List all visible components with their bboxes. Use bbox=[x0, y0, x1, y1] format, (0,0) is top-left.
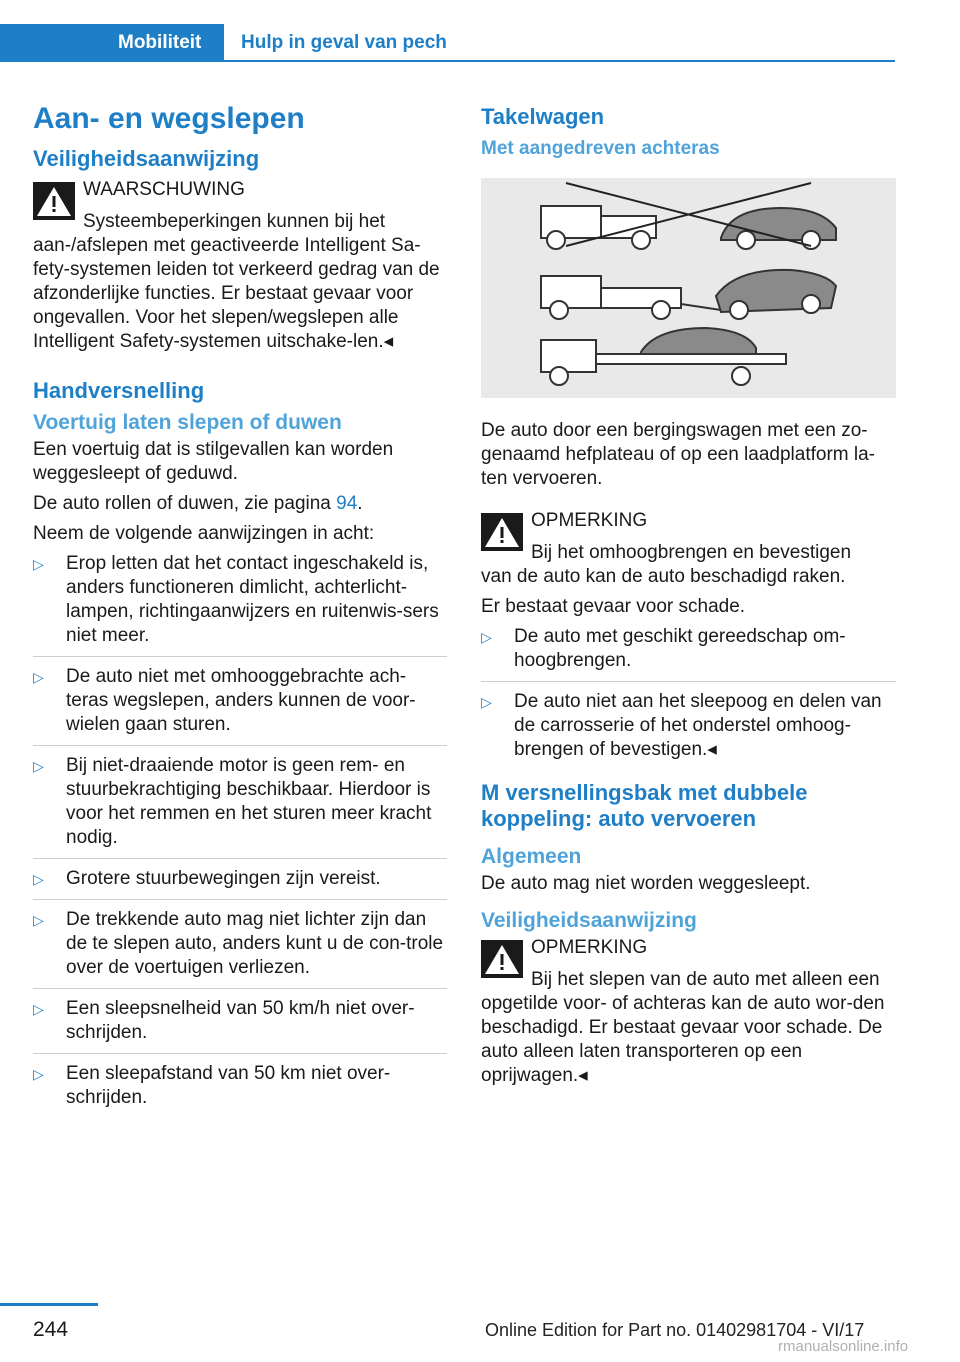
watermark: rmanualsonline.info bbox=[778, 1338, 909, 1355]
note-text-first: Bij het omhoogbrengen en bevestigen bbox=[531, 542, 852, 563]
paragraph: Neem de volgende aanwijzingen in acht: bbox=[33, 523, 375, 544]
list-item-text: De trekkende auto mag niet lichter zijn dan de te slepen auto, anders kunt u de con-trole over de voertuigen verliezen. bbox=[66, 909, 444, 978]
warning-label: WAARSCHUWING bbox=[83, 179, 245, 200]
paragraph-end: . bbox=[357, 493, 363, 514]
note-block bbox=[481, 509, 896, 589]
triangle-bullet-icon: ▷ bbox=[33, 1066, 44, 1082]
list-item bbox=[481, 690, 896, 770]
list-item bbox=[33, 665, 447, 746]
left-column bbox=[33, 96, 447, 1126]
tow-push-heading: Voertuig laten slepen of duwen bbox=[33, 411, 342, 434]
warning-block bbox=[33, 178, 447, 354]
tab-mobiliteit[interactable]: Mobiliteit bbox=[0, 24, 224, 62]
list-item bbox=[33, 997, 447, 1054]
towing-illustration bbox=[481, 178, 896, 398]
triangle-bullet-icon: ▷ bbox=[481, 629, 492, 645]
warning-triangle-icon bbox=[33, 182, 75, 220]
manual-gearbox-heading: Handversnelling bbox=[33, 378, 205, 403]
triangle-bullet-icon: ▷ bbox=[33, 871, 44, 887]
tab-hulp-in-geval-van-pech[interactable]: Hulp in geval van pech bbox=[241, 32, 447, 53]
m-gearbox-heading: M versnellingsbak met dubbele koppeling: auto vervoeren bbox=[481, 780, 808, 831]
list-item bbox=[33, 908, 447, 989]
page-link[interactable]: 94 bbox=[336, 493, 358, 514]
list-item-text: Grotere stuurbewegingen zijn vereist. bbox=[66, 868, 381, 889]
paragraph-page-ref bbox=[33, 492, 447, 516]
edition-text: Online Edition for Part no. 01402981704 - VI/17 bbox=[485, 1320, 865, 1340]
paragraph: De auto mag niet worden weggesleept. bbox=[481, 873, 811, 894]
paragraph: De auto door een bergingswagen met een zo-genaamd hefplateau of op een laadplatform la-ten vervoeren. bbox=[481, 420, 875, 489]
paragraph-text: De auto rollen of duwen, zie pagina bbox=[33, 493, 337, 514]
list-item-text: Erop letten dat het contact ingeschakeld is, anders functioneren dimlicht, achterlicht-lampen, richtingaanwijzers en ruitenwis-sers niet meer. bbox=[66, 553, 439, 646]
list-item bbox=[481, 625, 896, 682]
safety-heading: Veiligheidsaanwijzing bbox=[33, 146, 260, 171]
right-column bbox=[481, 96, 896, 1112]
paragraph: Een voertuig dat is stilgevallen kan worden weggesleept of geduwd. bbox=[33, 439, 394, 484]
header-rule bbox=[224, 60, 895, 62]
driven-rear-axle-subheading: Met aangedreven achteras bbox=[481, 138, 720, 159]
footer-rule bbox=[0, 1303, 98, 1306]
triangle-bullet-icon: ▷ bbox=[33, 556, 44, 572]
list-item bbox=[33, 552, 447, 657]
paragraph: Er bestaat gevaar voor schade. bbox=[481, 596, 746, 617]
list-item-text: Bij niet-draaiende motor is geen rem- en stuurbekrachtiging beschikbaar. Hierdoor is voor het remmen en het sturen meer kracht nodig. bbox=[66, 755, 432, 848]
triangle-bullet-icon: ▷ bbox=[33, 1001, 44, 1017]
triangle-bullet-icon: ▷ bbox=[481, 694, 492, 710]
triangle-bullet-icon: ▷ bbox=[33, 758, 44, 774]
list-item-text: De auto niet met omhooggebrachte ach-teras wegslepen, anders kunnen de voor-wielen gaan sturen. bbox=[66, 666, 416, 735]
note2-text: opgetilde voor- of achteras kan de auto wor-den beschadigd. Er bestaat gevaar voor schade. De auto alleen laten transporteren op een oprijwagen.◂ bbox=[481, 993, 885, 1086]
list-item bbox=[33, 867, 447, 900]
triangle-bullet-icon: ▷ bbox=[33, 912, 44, 928]
note2-label: OPMERKING bbox=[531, 937, 648, 958]
list-item bbox=[33, 1062, 447, 1118]
note-list bbox=[481, 625, 896, 770]
safety-heading-right: Veiligheidsaanwijzing bbox=[481, 909, 697, 932]
page-title: Aan- en wegslepen bbox=[33, 102, 305, 135]
note-block-2 bbox=[481, 936, 896, 1088]
list-item-text: Een sleepsnelheid van 50 km/h niet over-schrijden. bbox=[66, 998, 415, 1043]
warning-triangle-icon bbox=[481, 940, 523, 978]
header-tabs bbox=[0, 24, 895, 62]
list-item-text: De auto niet aan het sleepoog en delen van de carrosserie of het onderstel omhoog-brengen of bevestigen.◂ bbox=[514, 691, 882, 760]
list-item-text: De auto met geschikt gereedschap om-hoogbrengen. bbox=[514, 626, 846, 671]
note-label: OPMERKING bbox=[531, 510, 648, 531]
list-item bbox=[33, 754, 447, 859]
warning-text: aan-/afslepen met geactiveerde Intelligent Sa-fety-systemen leiden tot verkeerd gedrag van de afzonderlijke functies. Er bestaat gevaar voor ongevallen. Voor het slepen/wegslepen alle Intelligent Safety-systemen uitschake-len.◂ bbox=[33, 235, 440, 352]
page-number: 244 bbox=[33, 1318, 69, 1341]
triangle-bullet-icon: ▷ bbox=[33, 669, 44, 685]
list-item-text: Een sleepafstand van 50 km niet over-schrijden. bbox=[66, 1063, 391, 1108]
tow-truck-heading: Takelwagen bbox=[481, 104, 605, 129]
note-text: van de auto kan de auto beschadigd raken. bbox=[481, 566, 846, 587]
instruction-list bbox=[33, 552, 447, 1118]
general-heading: Algemeen bbox=[481, 845, 582, 868]
warning-text-first: Systeembeperkingen kunnen bij het bbox=[83, 211, 386, 232]
warning-triangle-icon bbox=[481, 513, 523, 551]
note2-text-first: Bij het slepen van de auto met alleen een bbox=[531, 969, 880, 990]
